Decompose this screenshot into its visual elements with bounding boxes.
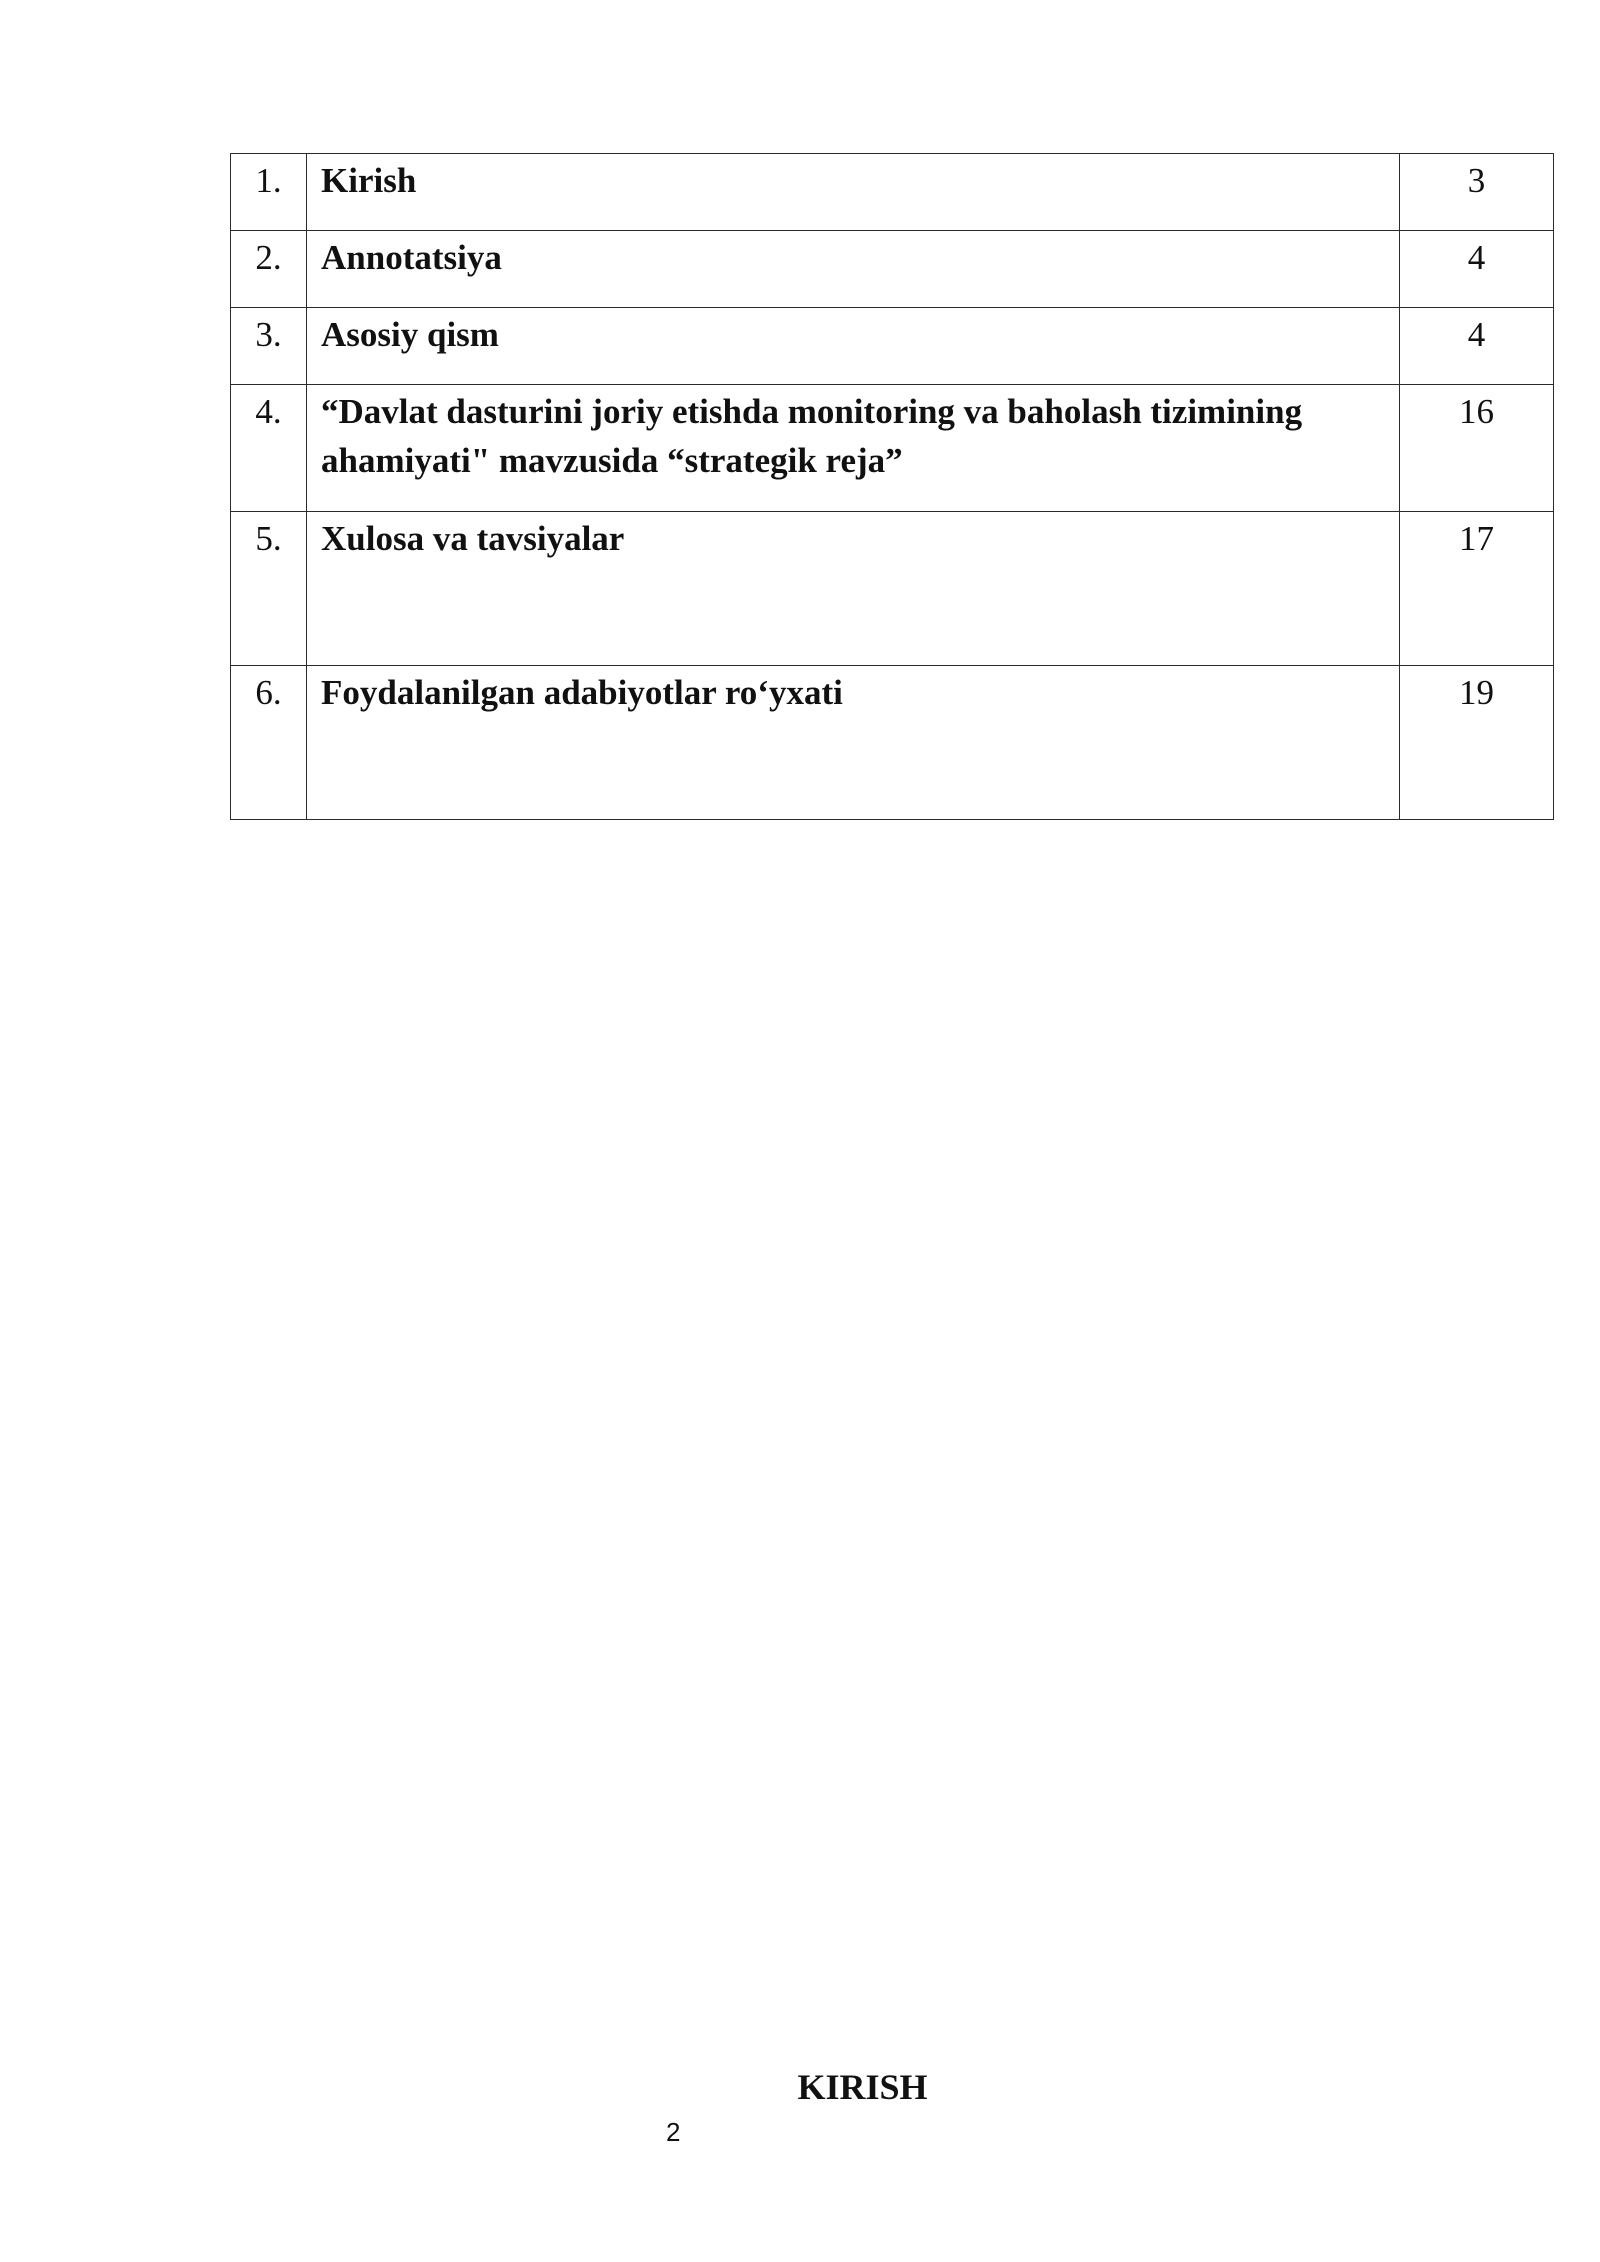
toc-item-number: 4. (231, 385, 307, 512)
toc-item-title: Asosiy qism (307, 308, 1400, 385)
toc-item-title: “Davlat dasturini joriy etishda monitoring va baholash tizimining ahamiyati" mavzusida “strategik reja” (307, 385, 1400, 512)
toc-row (231, 154, 1554, 231)
toc-item-page: 16 (1400, 385, 1554, 512)
toc-item-number: 6. (231, 666, 307, 820)
toc-item-number: 5. (231, 512, 307, 666)
toc-item-page: 3 (1400, 154, 1554, 231)
toc-row (231, 385, 1554, 512)
toc-item-title: Annotatsiya (307, 231, 1400, 308)
toc-row (231, 512, 1554, 666)
toc-row (231, 666, 1554, 820)
toc-item-page: 17 (1400, 512, 1554, 666)
toc-item-title: Kirish (307, 154, 1400, 231)
toc-item-page: 19 (1400, 666, 1554, 820)
toc-row (231, 231, 1554, 308)
page-number: 2 (666, 2117, 681, 2147)
toc-item-page: 4 (1400, 231, 1554, 308)
toc-item-title: Xulosa va tavsiyalar (307, 512, 1400, 666)
toc-item-number: 1. (231, 154, 307, 231)
toc-item-number: 3. (231, 308, 307, 385)
toc-row (231, 308, 1554, 385)
toc-item-number: 2. (231, 231, 307, 308)
toc-item-page: 4 (1400, 308, 1554, 385)
table-of-contents (230, 153, 1554, 820)
section-heading: KIRISH (797, 2067, 928, 2107)
toc-item-title: Foydalanilgan adabiyotlar ro‘yxati (307, 666, 1400, 820)
